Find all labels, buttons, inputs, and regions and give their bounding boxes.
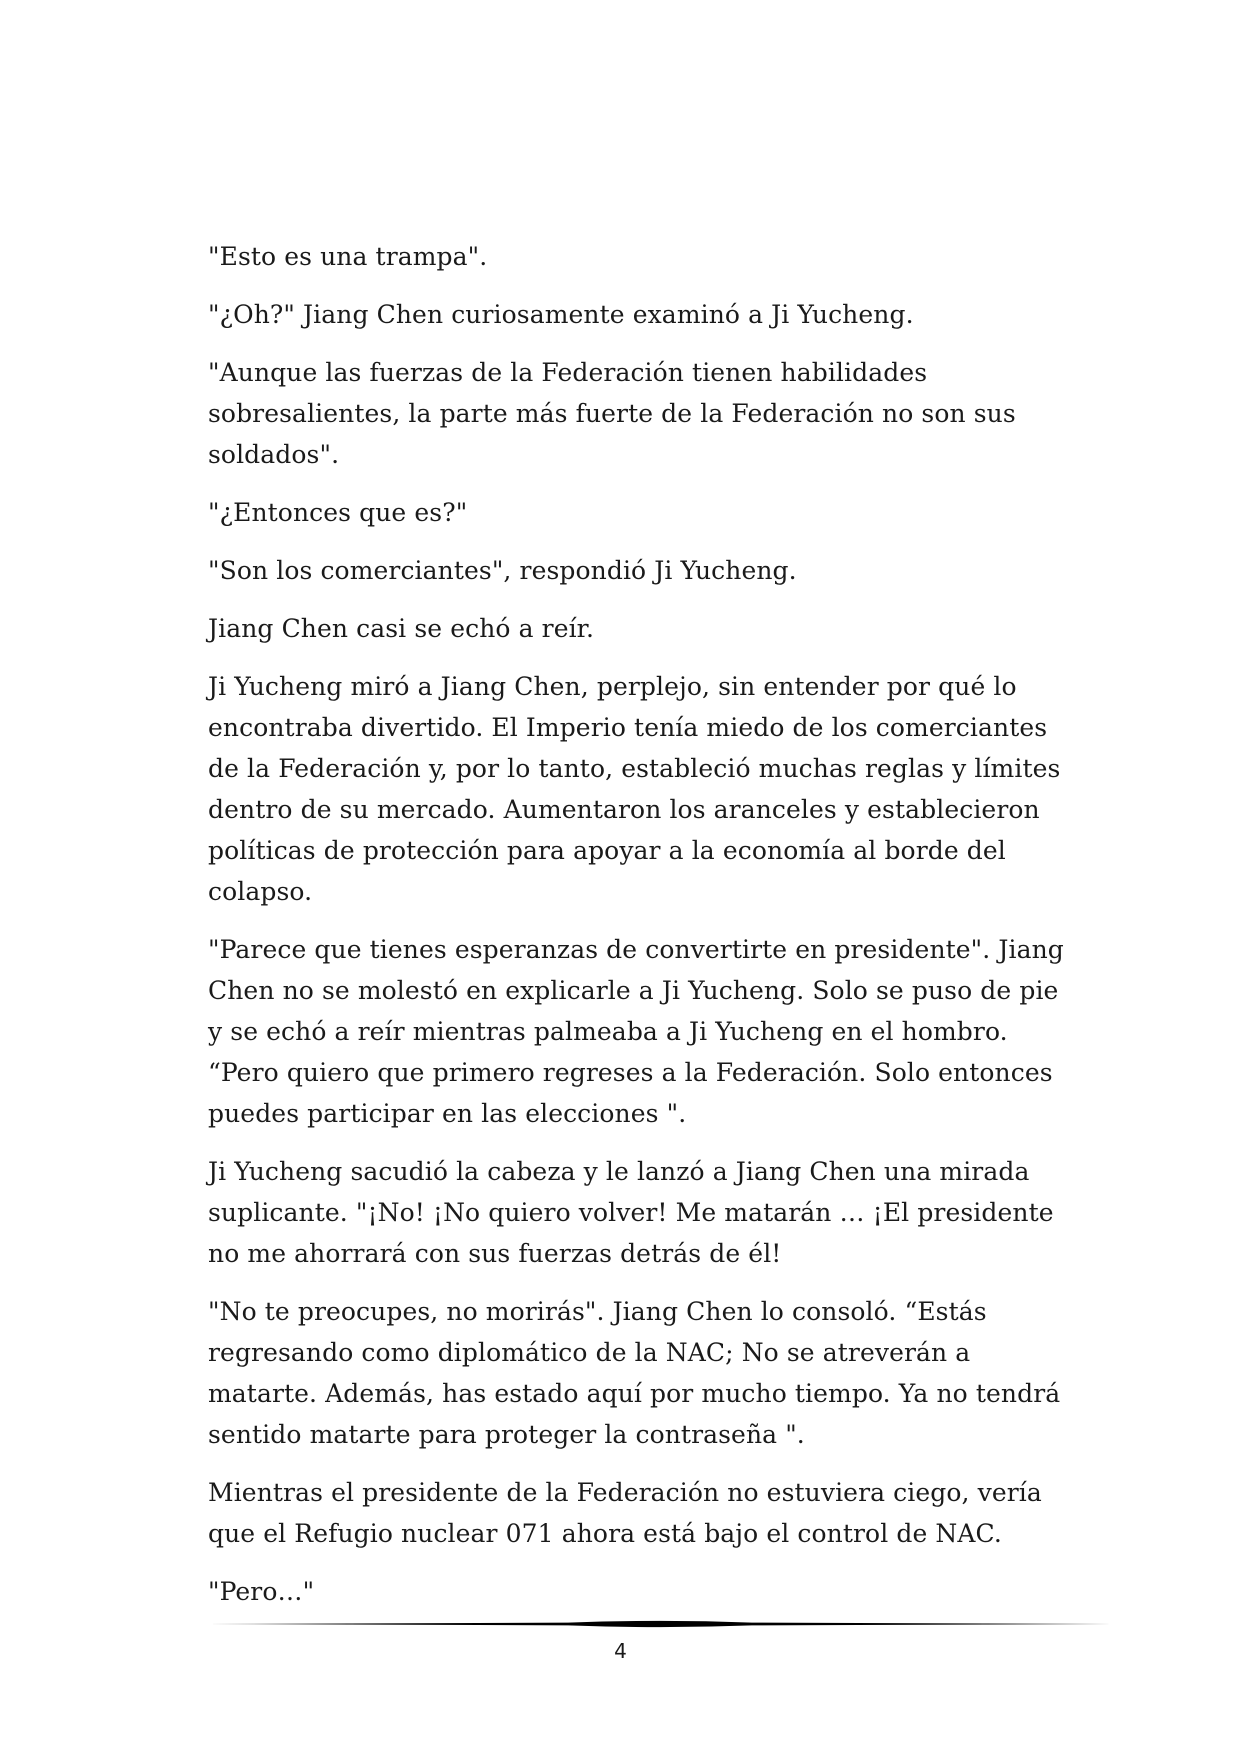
paragraph: "¿Oh?" Jiang Chen curiosamente examinó a Ji Yucheng. bbox=[208, 300, 914, 329]
paragraph: Ji Yucheng sacudió la cabeza y le lanzó a Jiang Chen una mirada suplicante. "¡No! ¡No quiero volver! Me matarán … ¡El presidente no me ahorrará con sus fuerzas detrás de él! bbox=[208, 1157, 1054, 1268]
body-text bbox=[208, 236, 1070, 1629]
paragraph: "Son los comerciantes", respondió Ji Yucheng. bbox=[208, 556, 797, 585]
footer-divider bbox=[208, 1618, 1112, 1630]
paragraph: "No te preocupes, no morirás". Jiang Chen lo consoló. “Estás regresando como diplomático de la NAC; No se atreverán a matarte. Además, has estado aquí por mucho tiempo. Ya no tendrá sentido matarte para proteger la contraseña ". bbox=[208, 1297, 1061, 1449]
paragraph: Jiang Chen casi se echó a reír. bbox=[208, 614, 595, 643]
paragraph: "Pero…" bbox=[208, 1577, 315, 1606]
paragraph: "Aunque las fuerzas de la Federación tienen habilidades sobresalientes, la parte más fuerte de la Federación no son sus soldados". bbox=[208, 358, 1016, 469]
paragraph: "¿Entonces que es?" bbox=[208, 498, 468, 527]
paragraph: "Esto es una trampa". bbox=[208, 242, 488, 271]
paragraph: Ji Yucheng miró a Jiang Chen, perplejo, sin entender por qué lo encontraba divertido. El Imperio tenía miedo de los comerciantes de la Federación y, por lo tanto, estableció muchas reglas y límites dentro de su mercado. Aumentaron los aranceles y establecieron políticas de protección para apoyar a la economía al borde del colapso. bbox=[208, 672, 1061, 906]
paragraph: "Parece que tienes esperanzas de convertirte en presidente". Jiang Chen no se molestó en explicarle a Ji Yucheng. Solo se puso de pie y se echó a reír mientras palmeaba a Ji Yucheng en el hombro. “Pero quiero que primero regreses a la Federación. Solo entonces puedes participar en las elecciones ". bbox=[208, 935, 1064, 1128]
page-number: 4 bbox=[614, 1639, 627, 1663]
paragraph: Mientras el presidente de la Federación no estuviera ciego, vería que el Refugio nuclear 071 ahora está bajo el control de NAC. bbox=[208, 1478, 1042, 1548]
